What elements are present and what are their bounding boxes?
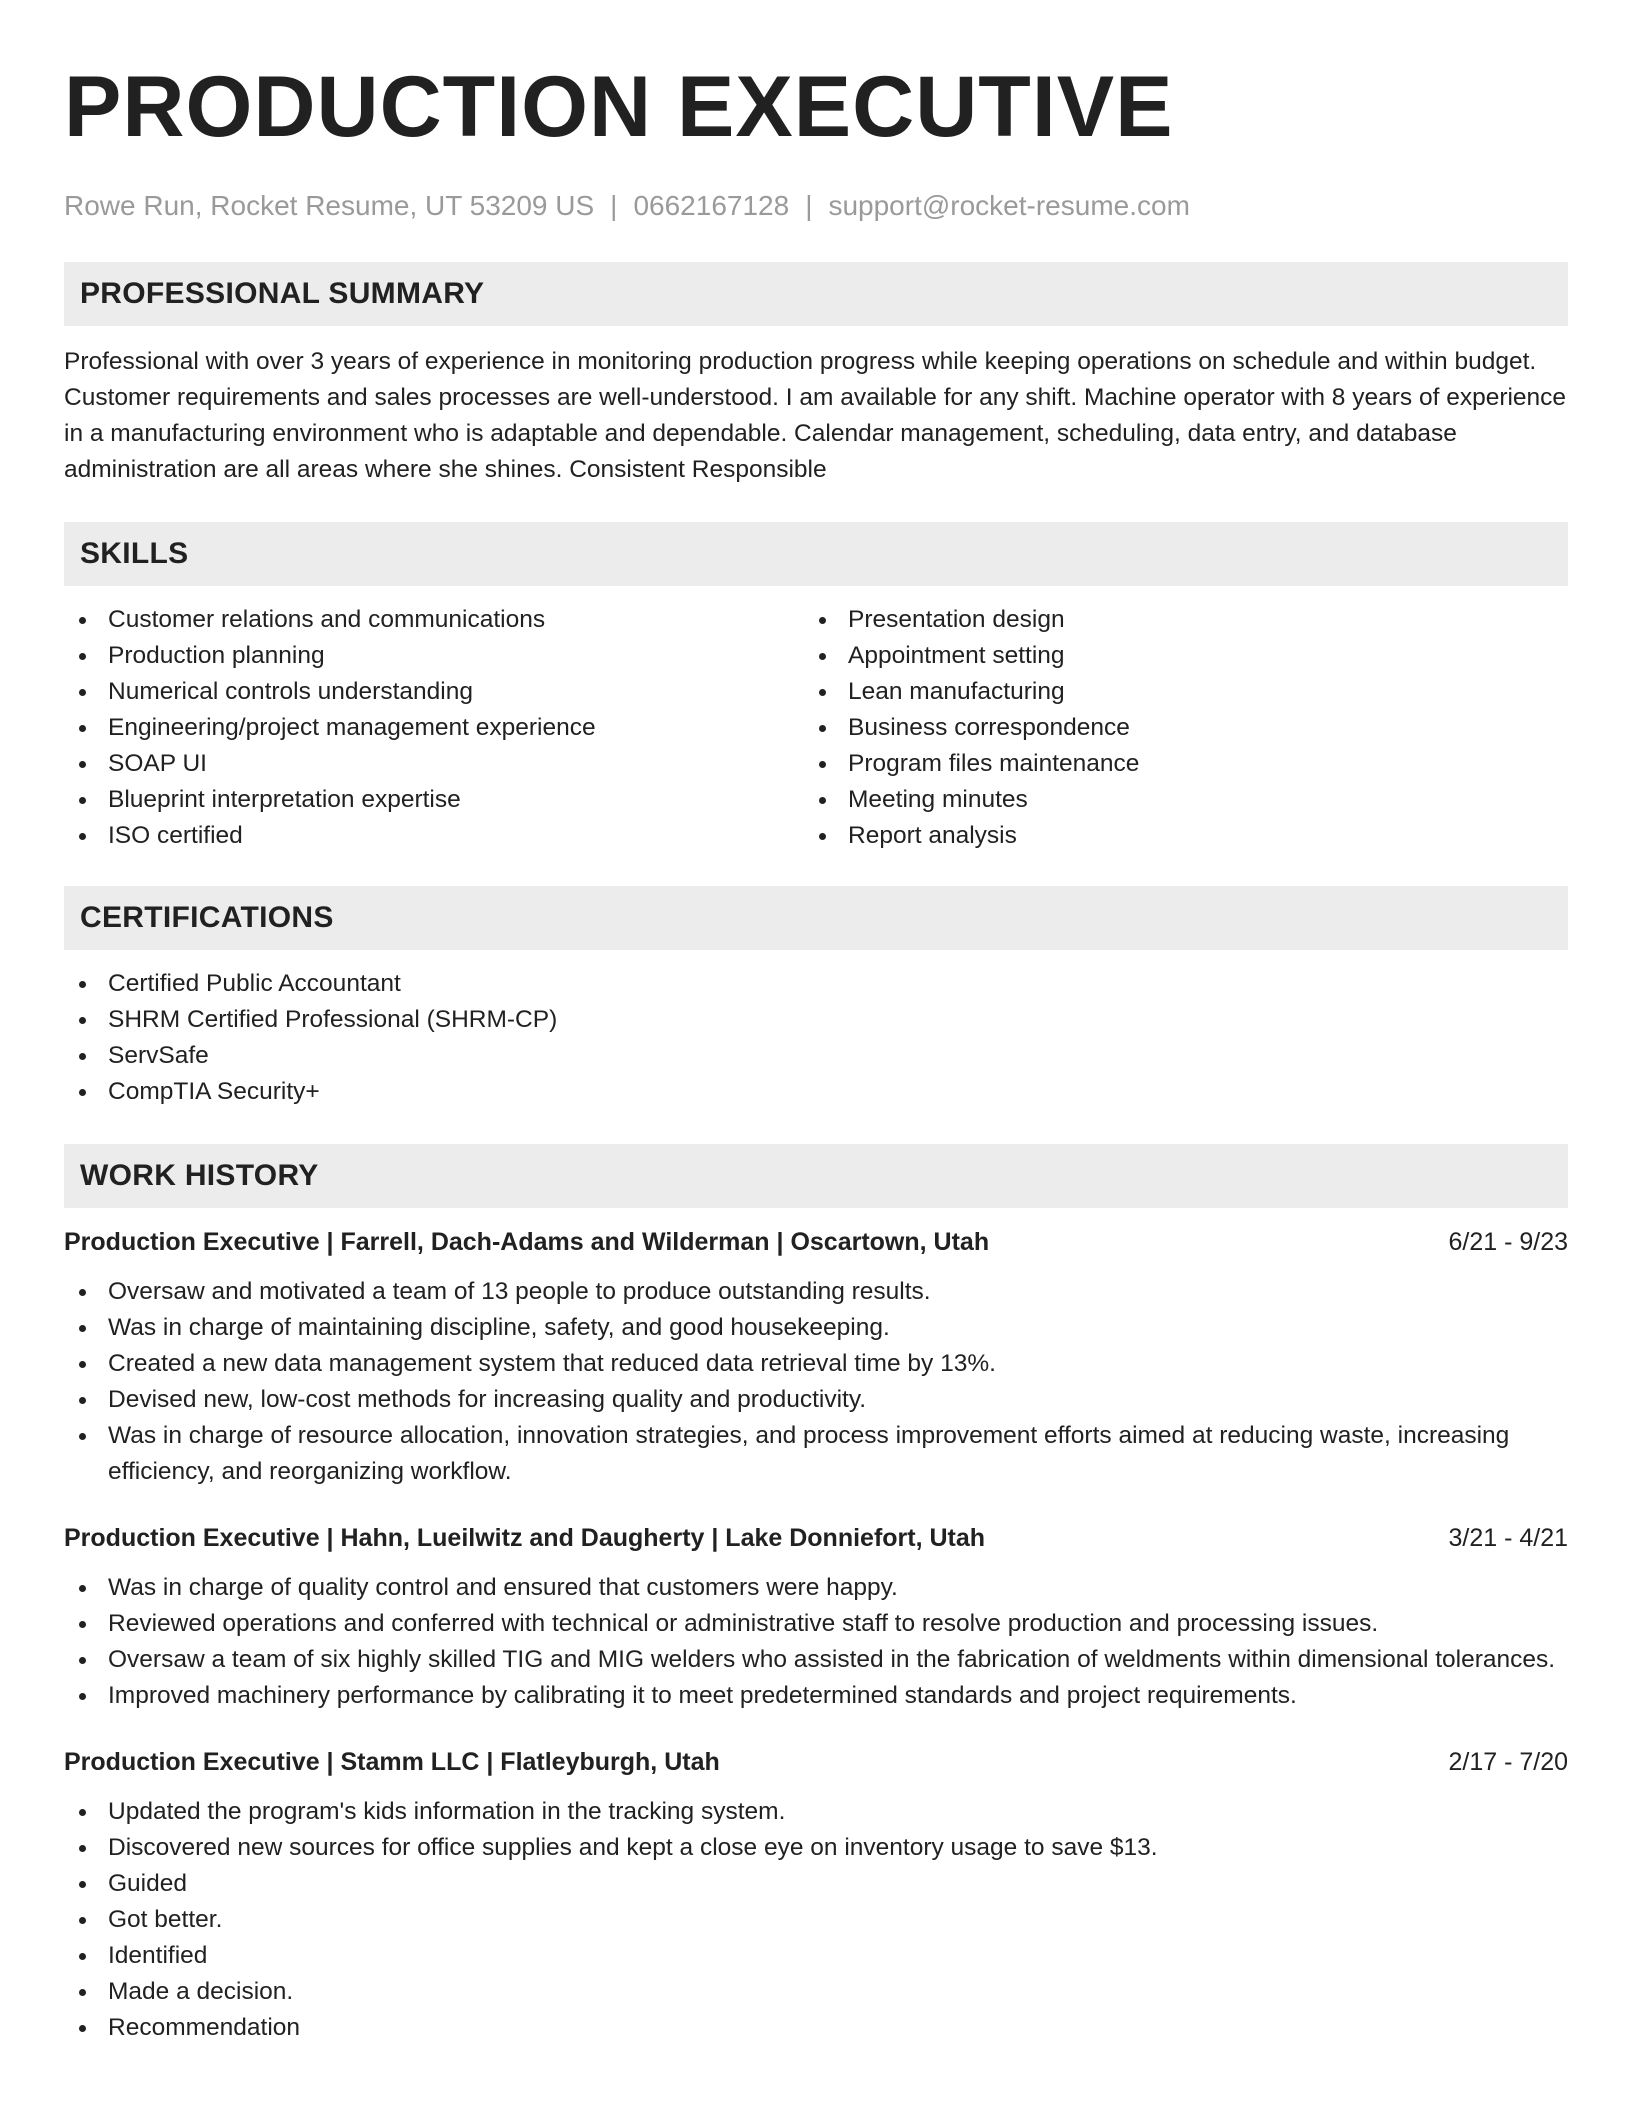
skill-item: Blueprint interpretation expertise — [64, 782, 804, 818]
job-bullet: Oversaw a team of six highly skilled TIG and MIG welders who assisted in the fabrication of weldments within dimensional tolerances. — [64, 1642, 1568, 1678]
job-bullet: Devised new, low-cost methods for increasing quality and productivity. — [64, 1382, 1568, 1418]
contact-address: Rowe Run, Rocket Resume, UT 53209 US — [64, 190, 595, 221]
job-bullet: Was in charge of resource allocation, innovation strategies, and process improvement efforts aimed at reducing waste, increasing efficiency, and reorganizing workflow. — [64, 1418, 1568, 1490]
work-heading: WORK HISTORY — [64, 1144, 1568, 1208]
certification-item: SHRM Certified Professional (SHRM-CP) — [64, 1002, 1568, 1038]
work-section — [64, 1144, 1568, 2046]
skill-item: Lean manufacturing — [804, 674, 1544, 710]
skill-item: Appointment setting — [804, 638, 1544, 674]
skill-item: Report analysis — [804, 818, 1544, 854]
job-dates: 6/21 - 9/23 — [1448, 1228, 1568, 1256]
job-bullets — [64, 1570, 1568, 1714]
job-bullet: Created a new data management system that reduced data retrieval time by 13%. — [64, 1346, 1568, 1382]
contact-email: support@rocket-resume.com — [828, 190, 1190, 221]
resume-name: PRODUCTION EXECUTIVE — [64, 59, 1174, 155]
job-header — [64, 1744, 1568, 1780]
job-dates: 2/17 - 7/20 — [1448, 1748, 1568, 1776]
skill-item: ISO certified — [64, 818, 804, 854]
certification-item: CompTIA Security+ — [64, 1074, 1568, 1110]
job-bullet: Identified — [64, 1938, 1568, 1974]
job-title: Production Executive | Stamm LLC | Flatleyburgh, Utah — [64, 1748, 720, 1776]
job-entry — [64, 1224, 1568, 1490]
skill-item: Presentation design — [804, 602, 1544, 638]
job-bullet: Oversaw and motivated a team of 13 people to produce outstanding results. — [64, 1274, 1568, 1310]
skill-item: Meeting minutes — [804, 782, 1544, 818]
job-bullet: Got better. — [64, 1902, 1568, 1938]
skill-item: SOAP UI — [64, 746, 804, 782]
job-bullets — [64, 1274, 1568, 1490]
job-bullet: Updated the program's kids information in the tracking system. — [64, 1794, 1568, 1830]
job-bullet: Made a decision. — [64, 1974, 1568, 2010]
job-title: Production Executive | Hahn, Lueilwitz and Daugherty | Lake Donniefort, Utah — [64, 1524, 986, 1552]
summary-heading: PROFESSIONAL SUMMARY — [64, 262, 1568, 326]
job-bullet: Improved machinery performance by calibrating it to meet predetermined standards and project requirements. — [64, 1678, 1568, 1714]
summary-section — [64, 262, 1568, 488]
job-bullet: Discovered new sources for office supplies and kept a close eye on inventory usage to save $13. — [64, 1830, 1568, 1866]
skill-item: Engineering/project management experience — [64, 710, 804, 746]
job-header — [64, 1224, 1568, 1260]
skill-item: Customer relations and communications — [64, 602, 804, 638]
skills-list-left — [64, 602, 804, 854]
skill-item: Numerical controls understanding — [64, 674, 804, 710]
job-bullet: Guided — [64, 1866, 1568, 1902]
skill-item: Program files maintenance — [804, 746, 1544, 782]
contact-line — [64, 192, 1568, 224]
skills-heading: SKILLS — [64, 522, 1568, 586]
job-dates: 3/21 - 4/21 — [1448, 1524, 1568, 1552]
job-bullets — [64, 1794, 1568, 2046]
job-entry — [64, 1520, 1568, 1714]
summary-text: Professional with over 3 years of experience in monitoring production progress while keeping operations on schedule and within budget. Customer requirements and sales processes are well-understood. I am available for any shift. Machine operator with 8 years of experience in a manufacturing environment who is adaptable and dependable. Calendar management, scheduling, data entry, and database administration are all areas where she shines. Consistent Responsible — [64, 348, 1567, 483]
skill-item: Production planning — [64, 638, 804, 674]
job-bullet: Was in charge of quality control and ensured that customers were happy. — [64, 1570, 1568, 1606]
skills-section — [64, 522, 1568, 854]
skill-item: Business correspondence — [804, 710, 1544, 746]
certifications-section — [64, 886, 1568, 1110]
job-header — [64, 1520, 1568, 1556]
job-bullet: Reviewed operations and conferred with technical or administrative staff to resolve production and processing issues. — [64, 1606, 1568, 1642]
certification-item: ServSafe — [64, 1038, 1568, 1074]
contact-separator: | — [805, 190, 813, 221]
skills-grid — [64, 586, 1568, 854]
certifications-list — [64, 966, 1568, 1110]
job-bullet: Recommendation — [64, 2010, 1568, 2046]
job-title: Production Executive | Farrell, Dach-Adams and Wilderman | Oscartown, Utah — [64, 1228, 990, 1256]
contact-separator: | — [610, 190, 618, 221]
certification-item: Certified Public Accountant — [64, 966, 1568, 1002]
job-bullet: Was in charge of maintaining discipline, safety, and good housekeeping. — [64, 1310, 1568, 1346]
job-entry — [64, 1744, 1568, 2046]
contact-phone: 0662167128 — [633, 190, 790, 221]
skills-list-right — [804, 602, 1544, 854]
certifications-heading: CERTIFICATIONS — [64, 886, 1568, 950]
